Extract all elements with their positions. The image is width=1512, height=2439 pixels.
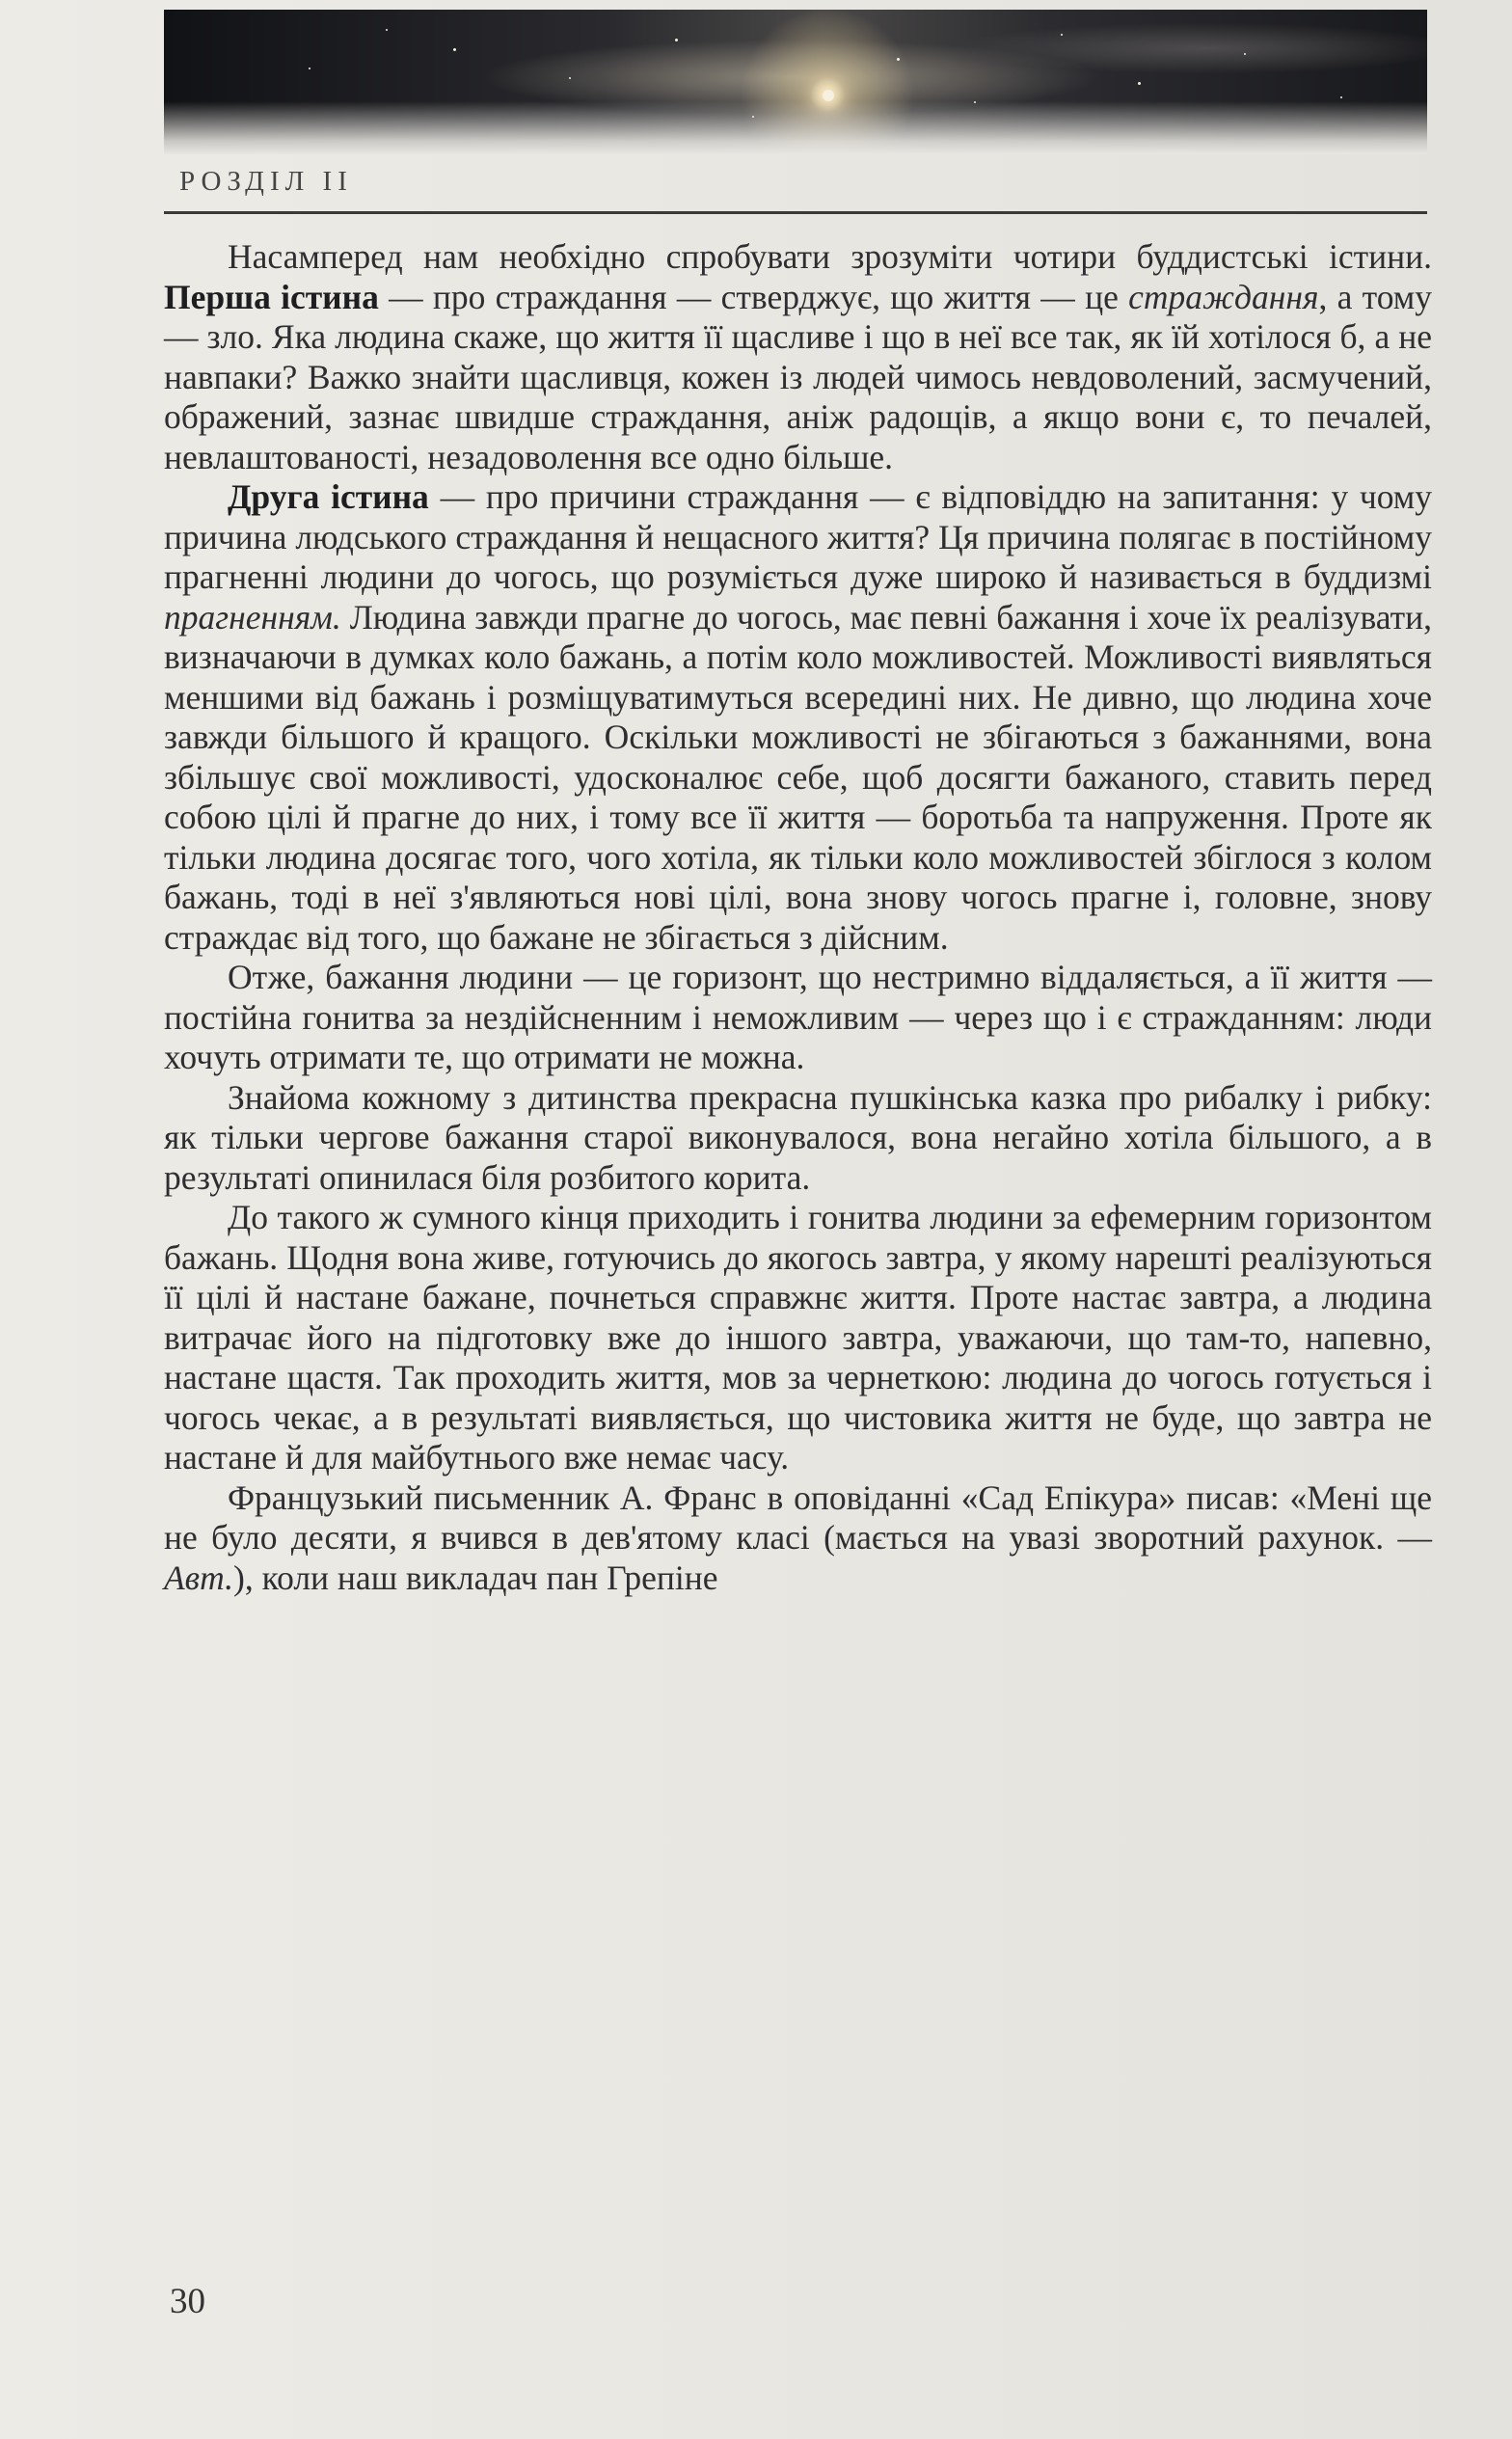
text-segment: Насамперед нам необхідно спробувати зрозуміти чотири буддистські істини. xyxy=(228,237,1432,276)
star xyxy=(675,39,678,41)
text-segment: — про причини страждання — є відповіддю на запитання: у чому причина людського страждання й нещасного життя? Ця причина полягає в постійному прагненні людини до чогось, що розуміється дуже широко й називається в буддизмі xyxy=(164,477,1432,596)
starfield-banner-image xyxy=(164,10,1427,154)
bold-term: Перша істина xyxy=(164,277,379,316)
paragraph xyxy=(164,958,1432,1078)
paragraph xyxy=(164,477,1432,958)
star xyxy=(386,29,388,31)
paragraph xyxy=(164,237,1432,477)
text-segment: , а тому — зло. Яка людина скаже, що життя її щасливе і що в неї все так, як їй хотілося б, а не навпаки? Важко знайти щасливця, кожен із людей чимось невдоволений, засмучений, ображений, зазнає швидше страждання, аніж радощів, а якщо вони є, то печалей, невлаштованості, незадоволення все одно більше. xyxy=(164,277,1432,476)
text-segment: Французький письменник А. Франс в оповіданні «Сад Епікура» писав: «Мені ще не було десяти, я вчився в дев'ятому класі (мається на увазі зворотний рахунок. — xyxy=(164,1477,1432,1557)
paragraph xyxy=(164,1078,1432,1199)
page-number: 30 xyxy=(170,2282,205,2321)
header-rule xyxy=(164,211,1427,214)
body-text xyxy=(164,237,1432,1598)
paragraph xyxy=(164,1198,1432,1478)
star xyxy=(453,48,456,51)
star xyxy=(1340,96,1342,98)
text-segment: Знайома кожному з дитинства прекрасна пушкінська казка про рибалку і рибку: як тільки чергове бажання старої виконувалося, вона негайно хотіла більшого, а в результаті опинилася біля розбитого корита. xyxy=(164,1077,1432,1197)
text-segment: Отже, бажання людини — це горизонт, що нестримно віддаляється, а її життя — постійна гонитва за нездійсненним і неможливим — через що і є стражданням: люди хочуть отримати те, що отримати не можна. xyxy=(164,958,1432,1076)
section-label: РОЗДІЛ II xyxy=(179,166,353,197)
star xyxy=(1138,82,1141,85)
italic-term: прагненням. xyxy=(164,597,341,637)
bright-star xyxy=(823,90,834,101)
star xyxy=(309,68,310,69)
italic-term: Авт. xyxy=(164,1558,234,1597)
paragraph xyxy=(164,1478,1432,1599)
banner-fade xyxy=(164,101,1427,154)
text-segment: До такого ж сумного кінця приходить і гонитва людини за ефемерним горизонтом бажань. Щодня вона живе, готуючись до якогось завтра, у якому нарешті реалізуються її цілі й настане бажане, почнеться справжнє життя. Проте настає завтра, а людина витрачає його на підготовку вже до іншого завтра, уважаючи, що там-то, напевно, настане щастя. Так проходить життя, мов за чернеткою: людина до чогось готується і чогось чекає, а в результаті виявляється, що чистовика життя не буде, що завтра не настане й для майбутнього вже немає часу. xyxy=(164,1198,1432,1477)
star xyxy=(897,58,900,61)
star xyxy=(1061,34,1063,36)
text-segment: — про страждання — стверджує, що життя — це xyxy=(378,277,1129,316)
star xyxy=(569,77,571,79)
text-segment: ), коли наш викладач пан Грепіне xyxy=(233,1558,718,1597)
bold-term: Друга істина xyxy=(228,477,429,516)
italic-term: страждання xyxy=(1128,277,1319,316)
text-segment: Людина завжди прагне до чогось, має певні бажання і хоче їх реалізувати, визначаючи в думках коло бажань, а потім коло можливостей. Можливості виявляться меншими від бажань і розміщуватимуться всередині них. Не дивно, що людина хоче завжди більшого й кращого. Оскільки можливості не збігаються з бажаннями, вона збільшує свої можливості, удосконалює себе, щоб досягти бажаного, ставить перед собою цілі й прагне до них, і тому все її життя — боротьба та напруження. Проте як тільки людина досягає того, чого хотіла, як тільки коло можливостей збіглося з колом бажань, тоді в неї з'являються нові цілі, вона знову чогось прагне і, головне, знову страждає від того, що бажане не збігається з дійсним. xyxy=(164,597,1432,957)
star xyxy=(1244,53,1246,55)
